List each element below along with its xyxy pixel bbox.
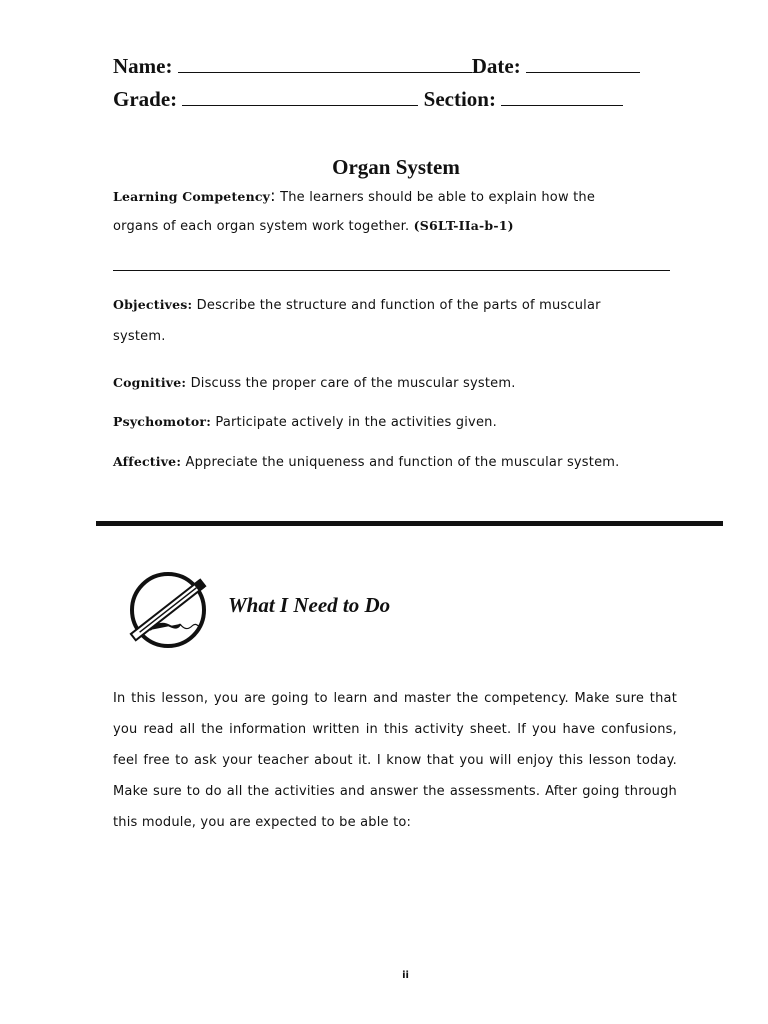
date-field[interactable]: [526, 56, 640, 73]
objectives-line-2: system.: [113, 329, 166, 344]
psychomotor-label: Psychomotor:: [113, 414, 212, 429]
cognitive-label: Cognitive:: [113, 375, 187, 390]
affective-label: Affective:: [113, 454, 182, 469]
competency-text-2: organs of each organ system work together.: [113, 219, 410, 234]
competency-code: (S6LT-IIa-b-1): [413, 218, 514, 233]
competency-colon: :: [270, 186, 276, 205]
section-heading: What I Need to Do: [228, 593, 391, 617]
objectives-text-1: Describe the structure and function of the parts of muscular: [196, 298, 601, 313]
psychomotor-line: [113, 414, 497, 430]
name-row: [113, 54, 640, 79]
section-rule: [96, 521, 723, 526]
competency-line-2: [113, 218, 514, 234]
competency-line-1: [113, 186, 595, 205]
objectives-line-1: [113, 297, 601, 313]
page-title: Organ System: [332, 155, 460, 179]
cognitive-text: Discuss the proper care of the muscular system.: [190, 376, 516, 391]
competency-text-1: The learners should be able to explain how the: [280, 190, 596, 205]
name-label: Name:: [113, 54, 173, 78]
cognitive-line: [113, 375, 516, 391]
psychomotor-text: Participate actively in the activities given.: [215, 415, 497, 430]
page-number: ii: [402, 970, 409, 981]
grade-field[interactable]: [182, 89, 418, 106]
date-label: Date:: [471, 54, 521, 78]
section-field[interactable]: [501, 89, 623, 106]
affective-line: [113, 454, 619, 470]
grade-row: [113, 87, 623, 112]
name-field[interactable]: [178, 56, 472, 73]
section-label: Section:: [423, 87, 496, 111]
affective-text: Appreciate the uniqueness and function of the muscular system.: [185, 455, 620, 470]
objectives-label: Objectives:: [113, 297, 193, 312]
intro-paragraph: In this lesson, you are going to learn and master the competency. Make sure that you read all the information written in this activity sheet. If you have confusions, feel free to ask your teacher about it. I know that you will enjoy this lesson today. Make sure to do all the activities and answer the assessments. After going through this module, you are expected to be able to:: [113, 691, 677, 830]
divider-line: [113, 270, 670, 271]
writing-pen-icon: [120, 568, 220, 648]
grade-label: Grade:: [113, 87, 178, 111]
competency-label: Learning Competency: [113, 189, 271, 204]
